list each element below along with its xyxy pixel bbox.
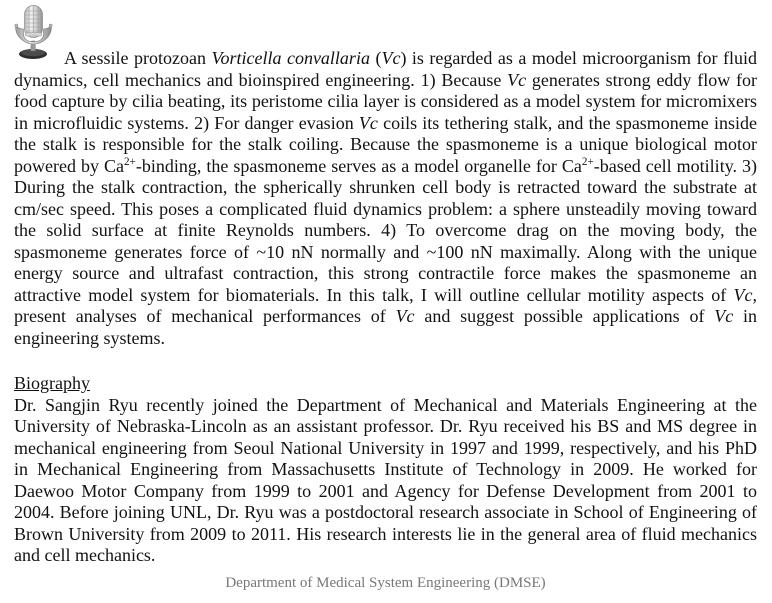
microphone-icon [13, 4, 57, 60]
footer-department-label: Department of Medical System Engineering (DMSE) [225, 574, 546, 591]
abstract-paragraph: A sessile protozoan Vorticella convallaria (Vc) is regarded as a model microorganism for fluid dynamics, cell mechanics and bioinspired engineering. 1) Because Vc generates strong eddy flow for food capture by cilia beating, its peristome cilia layer is considered as a model system for micromixers in microfluidic systems. 2) For danger evasion Vc coils its tethering stalk, and the spasmoneme inside the stalk is responsible for the stalk coiling. Because the spasmoneme is a unique biological motor powered by $Ca^{2+}$-binding, the spasmoneme serves as a model organelle for $Ca^{2+}$-based cell motility. 3) During the stalk contraction, the spherically shrunken cell body is retracted toward the substrate at cm/sec speed. This poses a complicated fluid dynamics problem: a sphere unsteadily moving toward the solid surface at finite Reynolds numbers. 4) To overcome drag on the moving body, the spasmoneme generates force of ~10 nN normally and ~100 nN maximally. Along with the unique energy source and ultrafast contraction, this strong contractile force makes the spasmoneme an attractive model system for biomaterials. In this talk, I will outline cellular motility aspects of Vc, present analyses of mechanical performances of Vc and suggest possible applications of Vc in engineering systems. [14, 48, 758, 348]
biography-paragraph: Dr. Sangjin Ryu recently joined the Department of Mechanical and Materials Engineering at the University of Nebraska-Lincoln as an assistant professor. Dr. Ryu received his BS and MS degree in mechanical engineering from Seoul National University in 1997 and 1999, respectively, and his PhD in Mechanical Engineering from Massachusetts Institute of Technology in 2009. He worked for Daewoo Motor Company from 1999 to 2001 and Agency for Defense Development from 2001 to 2004. Before joining UNL, Dr. Ryu was a postdoctoral research associate in School of Engineering of Brown University from 2009 to 2011. His research interests lie in the general area of fluid mechanics and cell mechanics. [14, 394, 757, 565]
biography-heading: Biography [14, 373, 90, 393]
